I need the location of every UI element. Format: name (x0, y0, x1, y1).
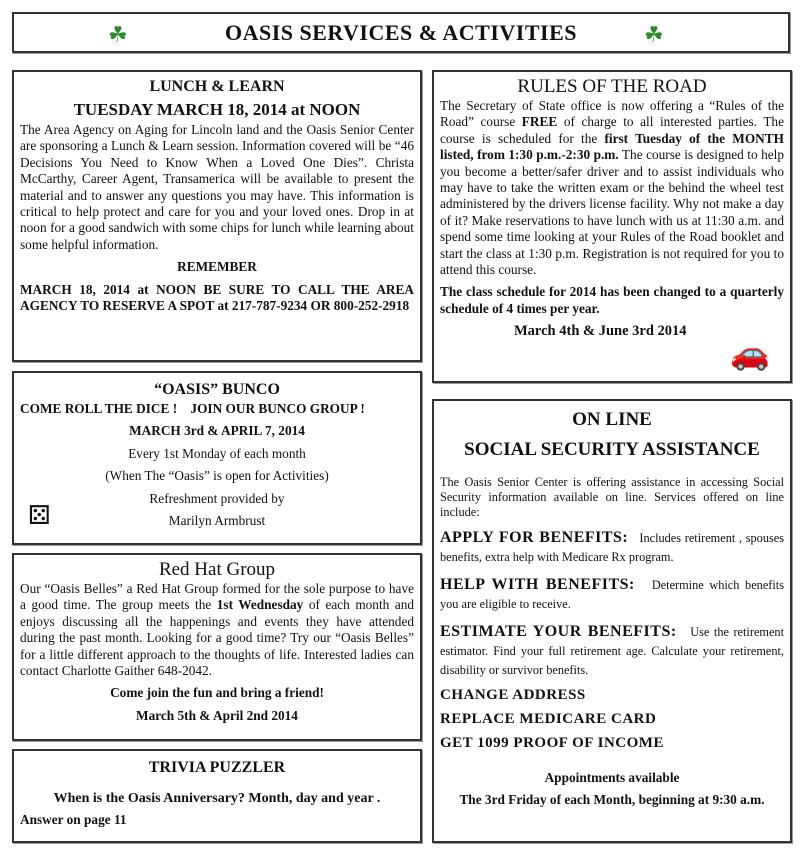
section-title: RULES OF THE ROAD (517, 76, 707, 97)
intro-text: The Oasis Senior Center is offering assistance in accessing Social Security information available on line. Services offered on line include: (440, 475, 784, 519)
section-title: TRIVIA PUZZLER (148, 759, 286, 776)
schedule-note: The class schedule for 2014 has been changed to a quarterly schedule of 4 times per year. (440, 284, 784, 316)
bunco-refreshment: Refreshment provided by (149, 490, 285, 506)
trivia-question: When is the Oasis Anniversary? Month, day and year . (53, 791, 381, 806)
appointments-heading: Appointments available (544, 770, 680, 785)
text: The Secretary of State office is now offering a “Rules of the Road” course (440, 98, 784, 130)
remember-heading: REMEMBER (177, 259, 257, 275)
trivia-answer: Answer on page 11 (20, 812, 127, 828)
text: Our “Oasis Belles” a Red Hat Group formed for the sole purpose to have a good time. The group meets the (20, 581, 414, 613)
service-description: Includes retirement , spouses benefits, extra help with Medicare Rx program. (440, 531, 784, 564)
bunco-note: (When The “Oasis” is open for Activities) (105, 468, 329, 484)
social-security-section (432, 399, 792, 843)
section-title: Red Hat Group (158, 559, 276, 580)
appointments-time: The 3rd Friday of each Month, beginning at 9:30 a.m. (459, 792, 765, 808)
service-heading: APPLY FOR BENEFITS: (440, 529, 629, 546)
section-subtitle: TUESDAY MARCH 18, 2014 at NOON (73, 100, 361, 119)
service-item (440, 575, 784, 614)
service-description: Determine which benefits you are eligible to receive. (440, 578, 784, 611)
dice-icon: ⚄ (28, 501, 51, 530)
bunco-schedule: Every 1st Monday of each month (128, 445, 306, 461)
red-hat-section (12, 553, 422, 741)
service-list-item: CHANGE ADDRESS (440, 687, 586, 703)
bunco-provider: Marilyn Armbrust (168, 513, 266, 529)
reserve-notice: MARCH 18, 2014 at NOON BE SURE TO CALL THE AREA AGENCY TO RESERVE A SPOT at 217-787-9234 OR 800-252-2918 (20, 281, 414, 314)
service-heading: ESTIMATE YOUR BENEFITS: (440, 623, 677, 640)
text: 1st Wednesday (216, 597, 304, 613)
call-to-action: Come join the fun and bring a friend! (110, 685, 324, 701)
shamrock-icon: ☘ (108, 22, 128, 47)
car-icon: 🚗 (730, 335, 770, 371)
service-list-item: GET 1099 PROOF OF INCOME (440, 735, 664, 751)
page-title: OASIS SERVICES & ACTIVITIES (224, 19, 578, 45)
red-hat-dates: March 5th & April 2nd 2014 (136, 707, 298, 723)
header-banner (12, 12, 790, 53)
section-subtitle: SOCIAL SECURITY ASSISTANCE (464, 439, 760, 460)
text: of charge to all interested parties. The course is scheduled for the (440, 114, 784, 146)
text: FREE (521, 114, 558, 130)
text: The course is designed to help you become a better/safer driver and to assist individuals who may have to take the written exam or the behind the wheel test administered by the drivers license facility. Why not make a day of it? Make reservations to have lunch with us at 11:30 a.m. and spend some time looking at your Rules of the Road booklet and start the class at 1:30 p.m. Registration is not required for you to attend this course. (440, 147, 784, 278)
trivia-section (12, 749, 422, 843)
text: of each month and enjoys discussing all the happenings and events they have attended during the past month. Looking for a good time? Try our “Oasis Belles” for a little different approach to the thoughts of life. Interested ladies can contact Charlotte Gaither 648-2042. (20, 597, 415, 679)
section-title: “OASIS” BUNCO (154, 381, 280, 398)
service-item (440, 528, 784, 567)
bunco-tagline: COME ROLL THE DICE ! JOIN OUR BUNCO GROUP ! (20, 401, 365, 416)
shamrock-icon: ☘ (644, 22, 664, 47)
bunco-dates: MARCH 3rd & APRIL 7, 2014 (129, 423, 305, 439)
text: first Tuesday of the MONTH listed, from 1:30 p.m.-2:30 p.m. (440, 130, 784, 163)
service-list-item: REPLACE MEDICARE CARD (440, 711, 657, 727)
body-text (20, 581, 414, 679)
bunco-section (12, 371, 422, 545)
service-item (440, 622, 784, 680)
rules-of-road-section (432, 70, 792, 383)
service-description: Use the retirement estimator. Find your full retirement age. Calculate your retirement, disability or survivor benefits. (440, 625, 784, 677)
section-title: ON LINE (572, 409, 652, 430)
service-heading: HELP WITH BENEFITS: (440, 576, 635, 593)
body-text: The Area Agency on Aging for Lincoln land and the Oasis Senior Center are sponsoring a Lunch & Learn session. Information covered will be “46 Decisions You Need to Know When a Loved One Dies”. Christa McCarthy, Career Agent, Transamerica will be available to present the material and to answer any questions you may have. This information is critical to help protect and care for you and your loved ones. Drop in at noon for a good sandwich with some chips for lunch while learning about some helpful information. (20, 122, 414, 252)
lunch-learn-section (12, 70, 422, 362)
rules-dates: March 4th & June 3rd 2014 (514, 323, 687, 340)
body-text (440, 98, 784, 278)
section-title: LUNCH & LEARN (149, 78, 285, 95)
